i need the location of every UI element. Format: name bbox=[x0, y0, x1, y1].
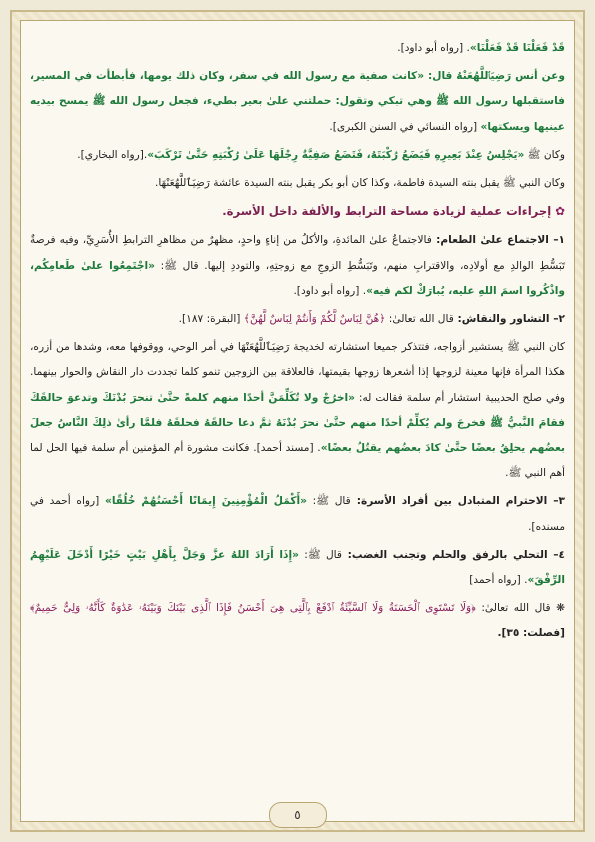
paragraph-text: كان النبي ﷺ يستشير أزواجه، فتتذكر جميعا استشارته لخديجة رَضِيَٱللَّهُعَنْهَا في أمر الوحي، ووقوفها معه، وشدها من أزره، هكذا المرأة فإنها معينة لزوجها إذا أشعرها زوجها بقيمتها، فالعلاقة بين الزوجين تنمو كلما تجددت دار النقاش والحوار بينهما. وفي صلح الحديبية استشار أم سلمة فقالت له: bbox=[30, 341, 565, 404]
hadith-text: «اجْتَمِعُوا علىٰ طَعامِكُم، واذْكُروا اسمَ اللهِ عليه، يُبارَكْ لكم فيه» bbox=[30, 259, 565, 297]
paragraph-text: وكان ﷺ bbox=[524, 148, 565, 161]
paragraph-consultation bbox=[30, 335, 565, 486]
hadith-reference: [رواه النسائي في السنن الكبرى]. bbox=[329, 120, 481, 133]
item-label: ٤– التحلي بالرفق والحلم وتجنب الغضب: bbox=[341, 548, 565, 561]
section-heading bbox=[30, 199, 565, 224]
paragraph-hadith-end bbox=[30, 36, 565, 61]
paragraph-fatima: وكان النبي ﷺ يقبل بنته السيدة فاطمة، وكذا كان أبو بكر يقبل بنته السيدة عائشة رَضِيَٱللَّهُعَنْهَا. bbox=[154, 177, 565, 190]
paragraph-safiyya bbox=[30, 143, 565, 168]
hadith-reference: . [مسند أحمد]. فكانت مشورة أم المؤمنين أم سلمة فيها الحل لما أهم النبي ﷺ. bbox=[30, 442, 565, 480]
hadith-reference: . [رواه أحمد] bbox=[469, 574, 528, 587]
page-number: ٥ bbox=[269, 802, 327, 828]
item-label: ١– الاجتماع علىٰ الطعام: bbox=[431, 234, 566, 247]
item-text: قال ﷺ: bbox=[307, 495, 351, 508]
item-text: فالاجتماعُ علىٰ المائدةِ، والأكلُ من إناءٍ واحدٍ، مظهرٌ من مظاهرِ الترابطِ الأُسَرِيِّ، وفيه فرصةٌ تَبَسُّطِ الوالدِ مع أولادِه، والاقترابِ منهم، وتَبَسُّطِ الزوجِ مع زوجتِهِ، والتوددِ إليها. قال ﷺ: bbox=[30, 234, 565, 272]
quran-verse: ﴿هُنَّ لِبَاسٌ لَّكُمْ وَأَنتُمْ لِبَاسٌ لَّهُنَّ﴾ bbox=[243, 313, 386, 326]
hadith-text: «اخرُجْ ولا تُكَلِّمَنَّ أحدًا منهم كلمةً حتَّىٰ تنحرَ بُدْنَكَ وتدعوَ حالقَكَ فقامَ النَّبيُّ ﷺ فخرجَ ولم يُكلِّمْ أحدًا منهم حتَّىٰ نحرَ بُدْنَهُ ثمَّ دعا حالقَهُ فحلقَهُ فلمَّا رأىٰ ذلِكَ النَّاسُ جعلَ بعضُهم يحلِقُ بعضًا حتَّىٰ كادَ بعضُهم يقتُلُ بعضًا» bbox=[30, 391, 565, 455]
hadith-reference: [رواه أحمد في مسنده]. bbox=[30, 495, 565, 533]
hadith-text: «أَكْمَلُ الْمُؤْمِنِينَ إِيمَانًا أَحْسَنُهُمْ خُلُقًا» bbox=[104, 495, 307, 508]
item-label: ٢– التشاور والنقاش: bbox=[453, 313, 565, 326]
hadith-text: قَدْ فَعَلْنَا قَدْ فَعَلْنَا» bbox=[469, 42, 565, 54]
star-icon: ❋ bbox=[556, 602, 565, 615]
verse-reference: [فصلت: ٣٥]. bbox=[497, 627, 565, 640]
quran-verse: ﴿وَلَا تَسْتَوِى ٱلْحَسَنَةُ وَلَا ٱلسَّيِّئَةُ ٱدْفَعْ بِٱلَّتِى هِىَ أَحْسَنُ فَإِذَا ٱلَّذِى بَيْنَكَ وَبَيْنَهُۥ عَدَٰوَةٌ كَأَنَّهُۥ وَلِىٌّ حَمِيمٌ﴾ bbox=[30, 602, 476, 615]
item-label: ٣– الاحترام المتبادل بين أفراد الأسرة: bbox=[350, 495, 565, 508]
item-text: قال ﷺ: bbox=[298, 548, 342, 561]
hadith-reference: . [رواه أبو داود]. bbox=[293, 284, 367, 297]
hadith-reference: . [رواه أبو داود]. bbox=[397, 42, 470, 54]
item-4 bbox=[30, 543, 565, 593]
hadith-reference: .[رواه البخاري]. bbox=[77, 148, 148, 161]
verse-paragraph bbox=[30, 596, 565, 646]
section-heading-text: إجراءات عملية لزيادة مساحة الترابط والألفة داخل الأسرة. bbox=[222, 204, 552, 219]
item-1 bbox=[30, 228, 565, 304]
hadith-text: «إِذَا أَرَادَ اللهُ عزَّ وَجَلَّ بِأَهْلِ بَيْتٍ خَيْرًا أَدْخَلَ عَلَيْهِمُ الرِّفْقَ» bbox=[30, 548, 565, 587]
item-text: قال الله تعالىٰ: bbox=[475, 602, 557, 615]
item-3 bbox=[30, 489, 565, 539]
hadith-text: وعن أنس رَضِيَٱللَّهُعَنْهُ قال: «كانت صفية مع رسول الله في سفر، وكان ذلك يومها، فأبطأت في المسير، فاستقبلها رسول الله ﷺ وهي تبكي وتقول: حملتني علىٰ بعير بطيء، فجعل رسول الله ﷺ يمسح بيديه عينيها ويسكتها» bbox=[30, 70, 565, 133]
flower-icon: ✿ bbox=[555, 204, 565, 219]
document-body bbox=[30, 36, 565, 806]
item-2 bbox=[30, 307, 565, 332]
verse-reference: [البقرة: ١٨٧]. bbox=[178, 313, 244, 326]
item-text: قال الله تعالىٰ: bbox=[385, 313, 454, 326]
hadith-text: «يَجْلِسُ عِنْدَ بَعِيرِهِ فَيَضَعُ رُكْبَتَهُ، فَتَضَعُ صَفِيَّةُ رِجْلَهَا عَلَىٰ رُكْبَتِهِ حَتَّىٰ تَرْكَبَ» bbox=[147, 148, 525, 161]
paragraph-anas bbox=[30, 64, 565, 140]
